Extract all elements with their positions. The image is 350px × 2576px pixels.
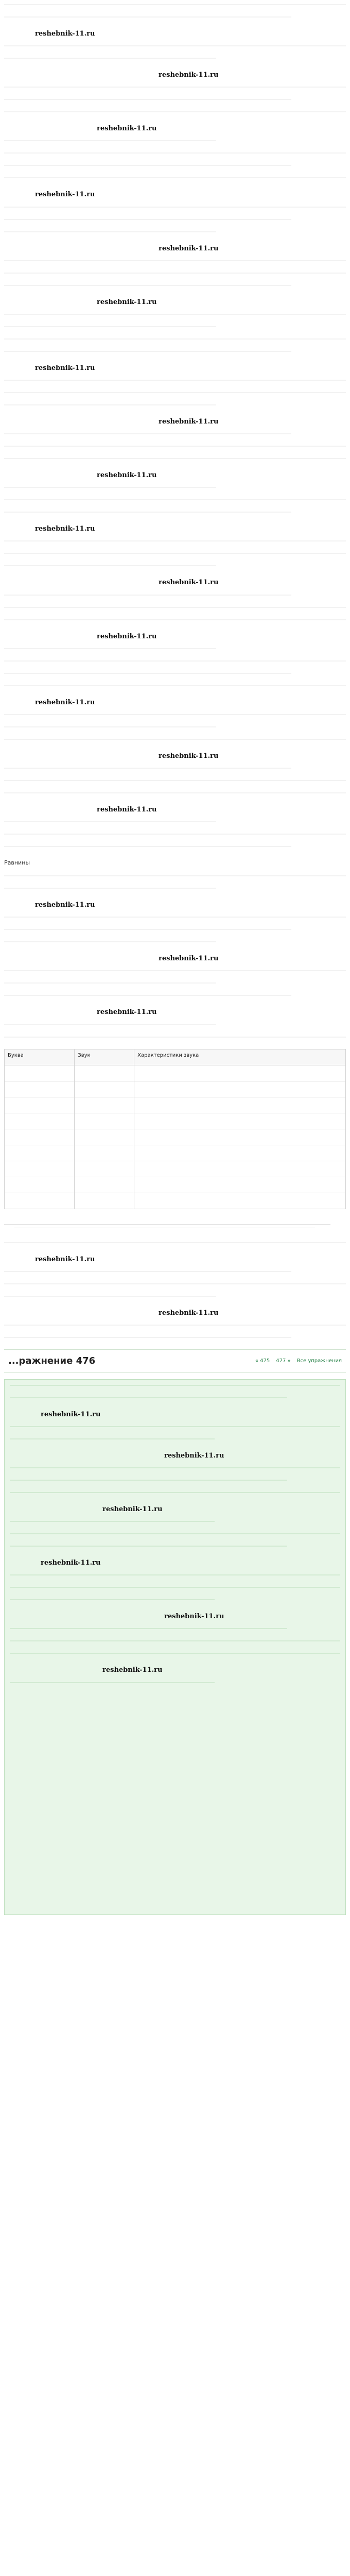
text-line [4, 499, 346, 500]
next-exercise-link[interactable]: 477 » [276, 1358, 291, 1364]
text-line [4, 273, 346, 274]
watermark: reshebnik-11.ru [159, 579, 219, 587]
text-line [4, 326, 216, 327]
watermark: reshebnik-11.ru [159, 417, 219, 426]
watermark: reshebnik-11.ru [164, 1451, 224, 1460]
watermark: reshebnik-11.ru [159, 1309, 219, 1317]
text-line [10, 1426, 340, 1427]
text-line [10, 1682, 215, 1683]
text-line [10, 1385, 340, 1386]
text-line [4, 99, 291, 100]
text-line [4, 404, 216, 405]
watermark: reshebnik-11.ru [41, 1559, 101, 1567]
text-line [4, 540, 346, 541]
text-line [4, 260, 346, 261]
table-row [5, 1145, 346, 1161]
text-line [4, 768, 291, 769]
watermark: reshebnik-11.ru [35, 525, 95, 533]
text-line [4, 780, 346, 781]
watermark: reshebnik-11.ru [159, 752, 219, 760]
exercise-header [4, 1349, 346, 1373]
text-line [10, 1397, 287, 1398]
table-row [5, 1113, 346, 1129]
text-line [4, 1337, 291, 1338]
watermark: reshebnik-11.ru [35, 364, 95, 372]
text-line [4, 595, 291, 596]
table-row [5, 1065, 346, 1081]
watermark: reshebnik-11.ru [35, 1255, 95, 1263]
table-row [5, 1177, 346, 1193]
watermark: reshebnik-11.ru [97, 125, 157, 133]
exercise-title: ...ражнение 476 [8, 1355, 96, 1366]
text-line [4, 565, 216, 566]
text-line [4, 4, 346, 5]
text-line [4, 152, 346, 154]
text-line [4, 380, 346, 381]
text-line [10, 1480, 287, 1481]
text-line [4, 16, 291, 18]
text-line [10, 1533, 340, 1534]
text-line [4, 739, 346, 740]
text-line [4, 1325, 346, 1326]
text-line [4, 512, 291, 513]
text-line [4, 487, 216, 488]
text-line [4, 1283, 346, 1284]
watermark: reshebnik-11.ru [164, 1613, 224, 1621]
watermark: reshebnik-11.ru [97, 1008, 157, 1016]
text-line [4, 111, 346, 112]
text-line [4, 392, 346, 393]
text-line [10, 1492, 340, 1493]
text-line [10, 1438, 215, 1439]
text-line [4, 619, 346, 620]
watermark: reshebnik-11.ru [97, 471, 157, 480]
watermark: reshebnik-11.ru [97, 805, 157, 814]
prev-exercise-link[interactable]: « 475 [255, 1358, 270, 1364]
text-line [4, 314, 346, 315]
text-line [4, 1024, 216, 1025]
text-line [4, 231, 216, 232]
text-line [4, 338, 346, 340]
table-row [5, 1161, 346, 1177]
text-line [4, 941, 216, 942]
text-line [4, 285, 291, 286]
phonetic-table [4, 1049, 346, 1209]
text-line [4, 219, 291, 220]
text-line [4, 995, 291, 996]
text-line [10, 1653, 340, 1654]
exercise-nav [255, 1357, 342, 1365]
watermark: reshebnik-11.ru [102, 1666, 163, 1674]
text-line [4, 58, 216, 59]
text-line [10, 1587, 340, 1588]
phonetic-header-letter: Буква [5, 1049, 75, 1065]
watermark: reshebnik-11.ru [35, 901, 95, 909]
table-row [5, 1129, 346, 1145]
text-line [4, 458, 346, 459]
watermark: reshebnik-11.ru [102, 1505, 163, 1514]
text-line [4, 714, 346, 715]
text-line [10, 1467, 340, 1468]
text-line [10, 1628, 287, 1629]
text-line [4, 165, 291, 166]
text-line [4, 875, 346, 876]
text-line [10, 1599, 215, 1600]
text-line [10, 1574, 340, 1575]
text-line [4, 970, 346, 971]
section-label: Равнины [4, 859, 30, 867]
text-line [4, 929, 291, 930]
text-line [4, 660, 346, 662]
text-line [4, 433, 291, 434]
text-line [4, 553, 346, 554]
text-line [4, 792, 346, 793]
phonetic-header-characteristics: Характеристики звука [134, 1049, 346, 1065]
text-line [4, 351, 291, 352]
table-row [5, 1193, 346, 1209]
text-line [4, 207, 346, 208]
text-line [4, 726, 216, 727]
text-line [4, 177, 346, 178]
watermark: reshebnik-11.ru [35, 698, 95, 706]
text-line [4, 917, 346, 918]
solution-box [4, 1379, 346, 1915]
watermark: reshebnik-11.ru [97, 632, 157, 640]
text-line [4, 1242, 346, 1243]
text-line [4, 1296, 216, 1297]
text-line [4, 648, 216, 649]
table-row [5, 1097, 346, 1113]
watermark: reshebnik-11.ru [159, 71, 219, 79]
text-line [4, 1037, 346, 1038]
text-line [4, 607, 346, 608]
text-line [4, 140, 216, 141]
text-line [4, 821, 216, 822]
text-line [4, 45, 346, 46]
text-line [4, 982, 216, 984]
text-line [10, 1546, 287, 1547]
watermark: reshebnik-11.ru [159, 244, 219, 252]
table-row [5, 1081, 346, 1097]
text-line [4, 446, 346, 447]
text-line [4, 888, 216, 889]
watermark: reshebnik-11.ru [97, 298, 157, 306]
text-line [4, 673, 291, 674]
text-line [10, 1521, 215, 1522]
text-line [4, 846, 291, 847]
phonetic-header-sound: Звук [75, 1049, 134, 1065]
all-exercises-link[interactable]: Все упражнения [296, 1358, 342, 1364]
watermark: reshebnik-11.ru [35, 30, 95, 38]
text-line [4, 685, 346, 686]
watermark: reshebnik-11.ru [41, 1410, 101, 1418]
handwritten-strip [4, 1218, 346, 1233]
watermark: reshebnik-11.ru [35, 191, 95, 199]
text-line [4, 1271, 291, 1272]
watermark: reshebnik-11.ru [159, 955, 219, 963]
text-line [4, 834, 346, 835]
text-line [10, 1640, 340, 1641]
text-line [4, 87, 346, 88]
